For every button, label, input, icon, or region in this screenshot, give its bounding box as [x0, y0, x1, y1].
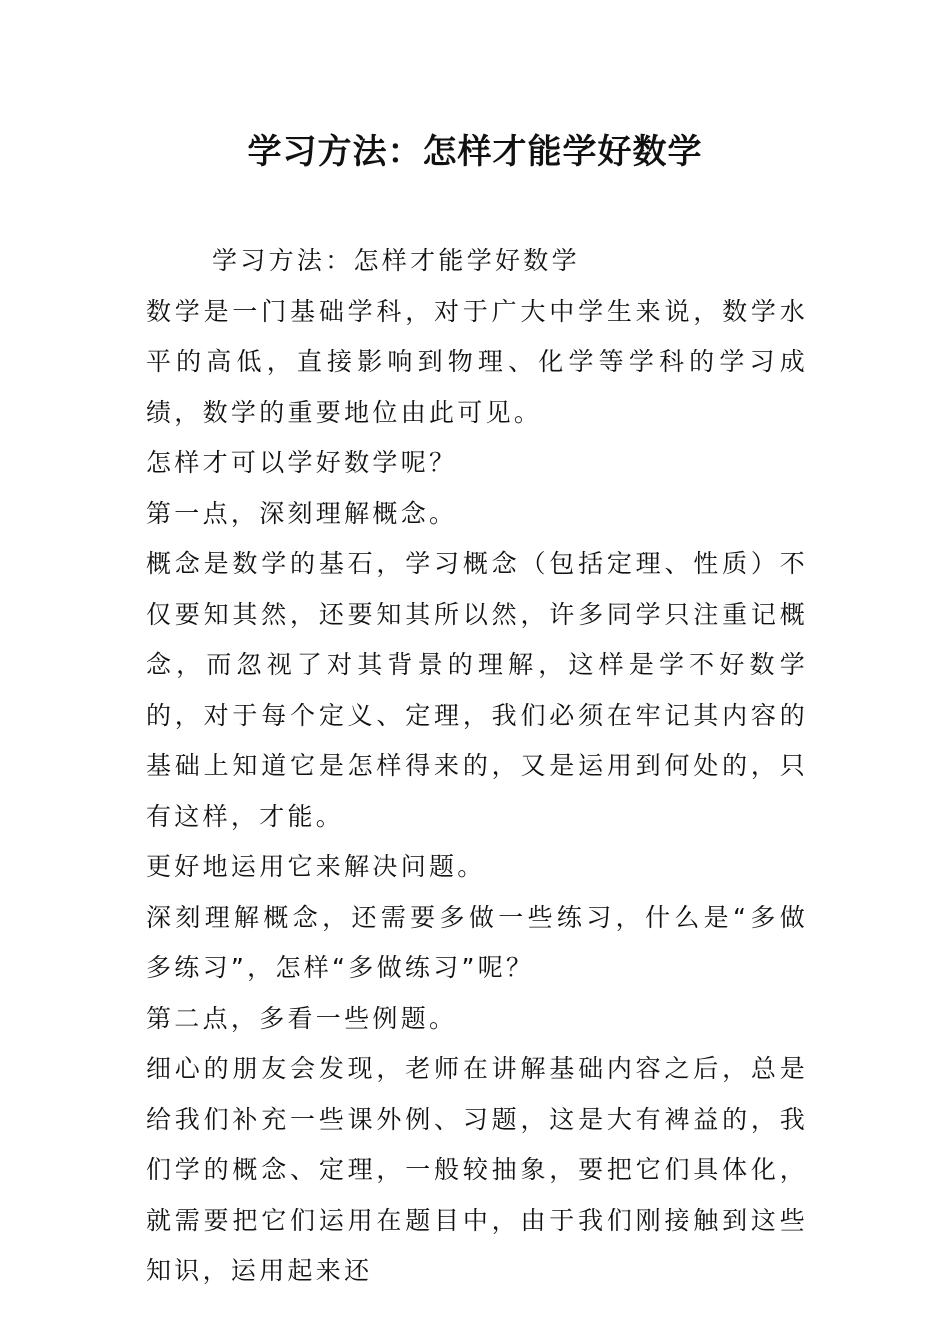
subtitle-paragraph: 学习方法：怎样才能学好数学	[212, 246, 580, 275]
paragraph: 第一点，深刻理解概念。	[146, 498, 458, 528]
paragraph: 怎样才可以学好数学呢？	[146, 448, 458, 477]
document-title: 学习方法：怎样才能学好数学	[247, 132, 703, 172]
paragraph: 更好地运用它来解决问题。	[146, 852, 486, 881]
paragraph: 细心的朋友会发现，老师在讲解基础内容之后，总是给我们补充一些课外例、习题，这是大有裨益的，我们学的概念、定理，一般较抽象，要把它们具体化，就需要把它们运用在题目中，由于我们刚接触到这些知识，运用起来还	[146, 1054, 808, 1285]
paragraph: 第二点，多看一些例题。	[146, 1003, 458, 1033]
paragraph: 深刻理解概念，还需要多做一些练习，什么是“多做多练习”，怎样“多做练习”呢？	[146, 902, 808, 982]
document-body	[146, 236, 808, 1297]
paragraph: 概念是数学的基石，学习概念（包括定理、性质）不仅要知其然，还要知其所以然，许多同学只注重记概念，而忽视了对其背景的理解，这样是学不好数学的，对于每个定义、定理，我们必须在牢记其内容的基础上知道它是怎样得来的，又是运用到何处的，只有这样，才能。	[146, 549, 808, 831]
paragraph: 数学是一门基础学科，对于广大中学生来说，数学水平的高低，直接影响到物理、化学等学科的学习成绩，数学的重要地位由此可见。	[146, 296, 808, 427]
